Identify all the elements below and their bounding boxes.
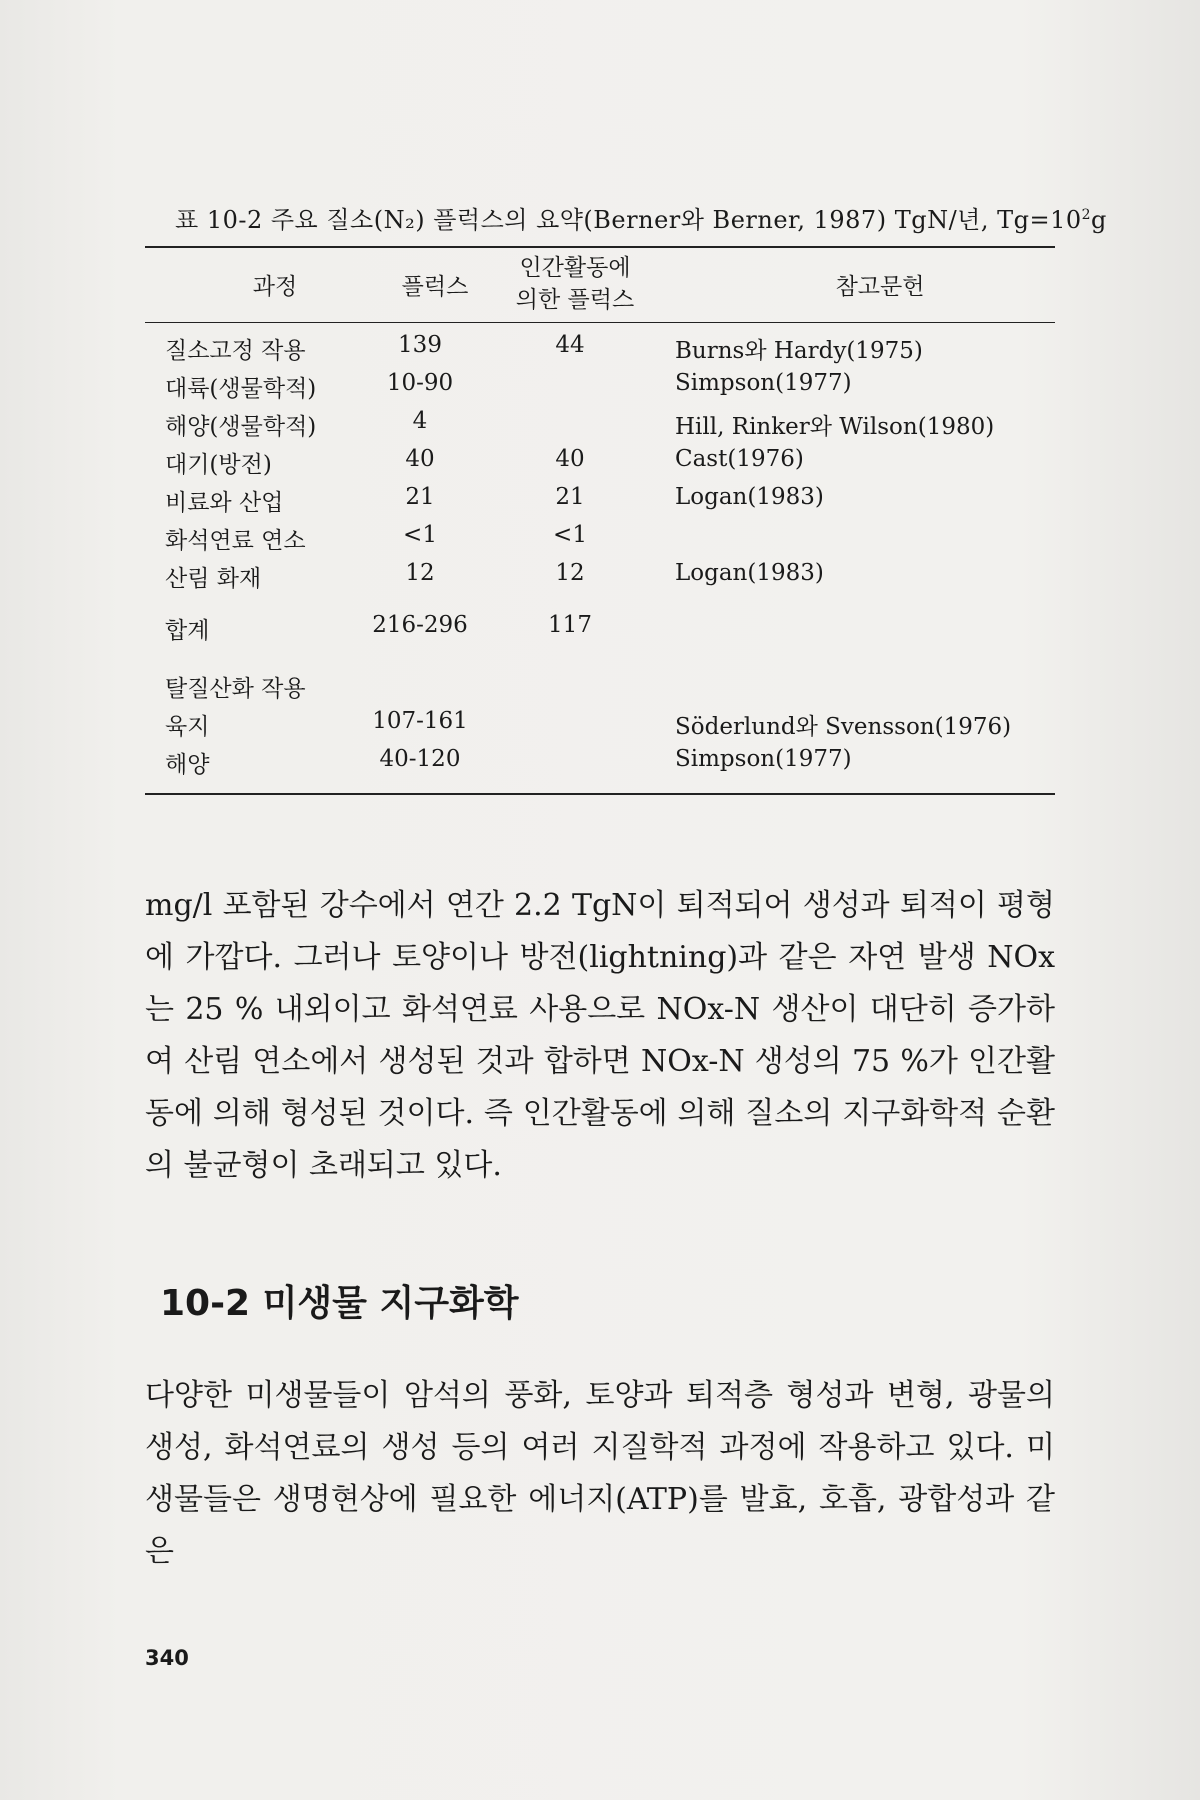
cell-process: 탈질산화 작용 <box>165 676 306 702</box>
cell-flux: 4 <box>412 408 428 434</box>
cell-human-flux: <1 <box>553 522 587 548</box>
header-reference: 참고문헌 <box>835 274 925 300</box>
header-human-flux-line2: 의한 플럭스 <box>515 287 635 313</box>
table-bottom-rule <box>145 793 1055 795</box>
cell-process: 질소고정 작용 <box>165 338 306 364</box>
table-caption <box>175 200 1107 235</box>
cell-flux: 10-90 <box>386 370 454 396</box>
header-human-flux-line1: 인간활동에 <box>519 255 631 281</box>
caption-unit: g <box>1091 206 1107 234</box>
cell-reference: Simpson(1977) <box>675 746 852 772</box>
cell-process: 해양(생물학적) <box>165 414 317 440</box>
caption-text: 표 10-2 주요 질소(N₂) 플럭스의 요약(Berner와 Berner, 1987) TgN/년, Tg=10 <box>175 206 1082 234</box>
cell-flux: 21 <box>405 484 435 510</box>
cell-human-flux: 21 <box>555 484 585 510</box>
cell-process: 비료와 산업 <box>165 490 284 516</box>
cell-reference: Logan(1983) <box>675 484 824 510</box>
cell-process: 육지 <box>165 714 210 740</box>
cell-process: 화석연료 연소 <box>165 528 306 554</box>
cell-reference: Simpson(1977) <box>675 370 852 396</box>
cell-human-flux: 12 <box>555 560 585 586</box>
table-top-rule <box>145 246 1055 248</box>
header-flux: 플럭스 <box>401 274 469 300</box>
cell-reference: Hill, Rinker와 Wilson(1980) <box>675 414 995 440</box>
cell-flux: 216-296 <box>372 612 468 638</box>
cell-reference: Cast(1976) <box>675 446 804 472</box>
cell-process: 대기(방전) <box>165 452 272 478</box>
table-header-rule <box>145 322 1055 323</box>
cell-reference: Söderlund와 Svensson(1976) <box>675 714 1012 740</box>
cell-flux: 139 <box>398 332 442 358</box>
cell-process: 합계 <box>165 618 210 644</box>
cell-flux: 40 <box>405 446 435 472</box>
cell-process: 해양 <box>165 752 210 778</box>
cell-human-flux: 40 <box>555 446 585 472</box>
cell-reference: Logan(1983) <box>675 560 824 586</box>
cell-flux: 40-120 <box>379 746 461 772</box>
caption-superscript: 2 <box>1081 207 1092 223</box>
paragraph-2: 다양한 미생물들이 암석의 풍화, 토양과 퇴적층 형성과 변형, 광물의 생성, 화석연료의 생성 등의 여러 지질학적 과정에 작용하고 있다. 미생물들은 생명현상에 필요한 에너지(ATP)를 발효, 호흡, 광합성과 같은 <box>145 1378 1055 1569</box>
cell-process: 대륙(생물학적) <box>165 376 317 402</box>
cell-flux: 12 <box>405 560 435 586</box>
header-process: 과정 <box>252 274 298 300</box>
page-number: 340 <box>145 1646 189 1670</box>
cell-human-flux: 44 <box>555 332 585 358</box>
header-human-flux <box>490 252 660 316</box>
cell-process: 산림 화재 <box>165 566 262 592</box>
cell-reference: Burns와 Hardy(1975) <box>675 338 923 364</box>
section-heading: 10-2 미생물 지구화학 <box>160 1283 519 1324</box>
paragraph-1: mg/l 포함된 강수에서 연간 2.2 TgN이 퇴적되어 생성과 퇴적이 평형에 가깝다. 그러나 토양이나 방전(lightning)과 같은 자연 발생 NOx는 25 % 내외이고 화석연료 사용으로 NOx-N 생산이 대단히 증가하여 산림 연소에서 생성된 것과 합하면 NOx-N 생성의 75 %가 인간활동에 의해 형성된 것이다. 즉 인간활동에 의해 질소의 지구화학적 순환의 불균형이 초래되고 있다. <box>145 888 1055 1183</box>
cell-flux: 107-161 <box>372 708 468 734</box>
cell-human-flux: 117 <box>548 612 592 638</box>
cell-flux: <1 <box>403 522 437 548</box>
